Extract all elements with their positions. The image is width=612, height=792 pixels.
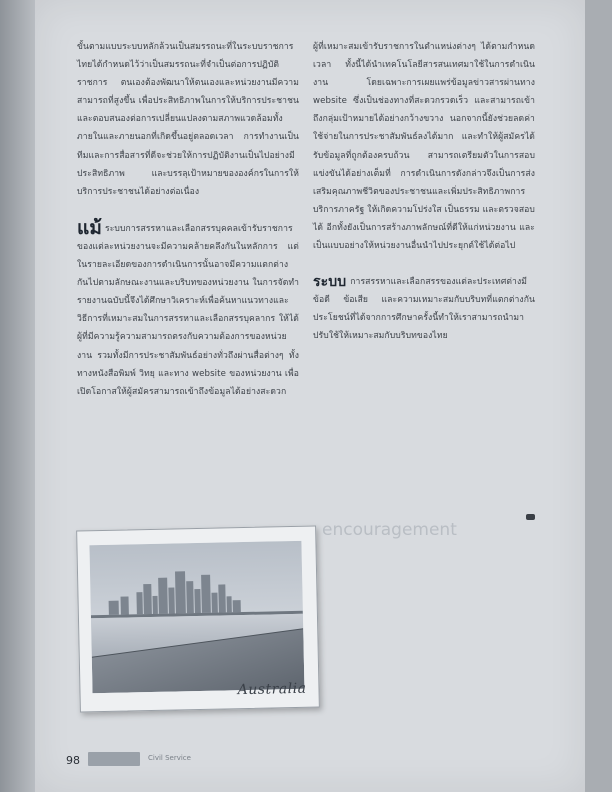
city-skyline-photo (89, 541, 304, 693)
footer-logo-block (88, 752, 140, 766)
intro-paragraph: ขั้นตามแบบระบบหลักล้วนเป็นสมรรถนะที่ในระบบราชการไทยได้กำหนดไว้ว่าเป็นสมรรถนะที่จำเป็นต่อการปฏิบัติราชการ ตนเองต้องพัฒนาให้ตนเองและหน่วยงานมีความสามารถที่สูงขึ้น เพื่อประสิทธิภาพในการให้บริการประชาชนและตอบสนองต่อการเปลี่ยนแปลงตามสภาพแวดล้อมทั้งภายในและภายนอกที่เกิดขึ้นอยู่ตลอดเวลา การทำงานเป็นทีมและการสื่อสารที่ดีจะช่วยให้การปฏิบัติงานเป็นไปอย่างมีประสิทธิภาพ และบรรลุเป้าหมายขององค์กรในการให้บริการประชาชนได้อย่างต่อเนื่อง (77, 42, 299, 197)
right-column (313, 38, 535, 346)
end-mark-icon (526, 514, 535, 520)
body-paragraph: ระบบการสรรหาและเลือกสรรบุคคลเข้ารับราชการของแต่ละหน่วยงานจะมีความคล้ายคลึงกันในหลักการ แต่ในรายละเอียดของการดำเนินการนั้นอาจมีความแตกต่างกันไปตามลักษณะงานและบริบทของหน่วยงาน ในการจัดทำรายงานฉบับนี้จึงได้ศึกษาวิเคราะห์เพื่อค้นหาแนวทางและวิธีการที่เหมาะสมในการสรรหาและเลือกสรรบุคลากร ให้ได้ผู้ที่มีความรู้ความสามารถตรงกับความต้องการของหน่วยงาน รวมทั้งมีการประชาสัมพันธ์อย่างทั่วถึงผ่านสื่อต่างๆ ทั้งทางหนังสือพิมพ์ วิทยุ และทาง website ของหน่วยงาน เพื่อเปิดโอกาสให้ผู้สมัครสามารถเข้าถึงข้อมูลได้อย่างสะดวก (77, 223, 299, 397)
ghost-showthrough-text: encouragement (322, 520, 457, 540)
photo-frame (76, 526, 320, 713)
footer-small-text: Civil Service (148, 754, 191, 762)
photo-caption: Australia (237, 680, 307, 699)
right-paragraph-1: ผู้ที่เหมาะสมเข้ารับราชการในตำแหน่งต่างๆ ได้ตามกำหนดเวลา ทั้งนี้ได้นำเทคโนโลยีสารสนเทศมาใช้ในการดำเนินงาน โดยเฉพาะการเผยแพร่ข้อมูลข่าวสารผ่านทาง website ซึ่งเป็นช่องทางที่สะดวกรวดเร็ว และสามารถเข้าถึงกลุ่มเป้าหมายได้อย่างกว้างขวาง นอกจากนี้ยังช่วยลดค่าใช้จ่ายในการประชาสัมพันธ์ลงได้มาก และทำให้ผู้สมัครได้รับข้อมูลที่ถูกต้องครบถ้วน สามารถเตรียมตัวในการสอบแข่งขันได้อย่างเต็มที่ การดำเนินการดังกล่าวจึงเป็นการส่งเสริมคุณภาพชีวิตของประชาชนและเพิ่มประสิทธิภาพการบริการภาครัฐ ให้เกิดความโปร่งใส เป็นธรรม และตรวจสอบได้ อีกทั้งยังเป็นการสร้างภาพลักษณ์ที่ดีให้แก่หน่วยงาน และเป็นแบบอย่างให้หน่วยงานอื่นนำไปประยุกต์ใช้ได้ต่อไป (313, 42, 535, 252)
page-number: 98 (66, 754, 80, 767)
right-paragraph-2-wrap (313, 273, 535, 345)
binding-spine (0, 0, 35, 792)
left-column (77, 38, 299, 401)
section-heading: ระบบ (313, 274, 347, 291)
dropcap: แม้ (77, 216, 102, 239)
body-paragraph-wrap (77, 216, 299, 401)
right-paragraph-2: การสรรหาและเลือกสรรของแต่ละประเทศต่างมีข้อดี ข้อเสีย และความเหมาะสมกับบริบทที่แตกต่างกัน ประโยชน์ที่ได้จากการศึกษาครั้งนี้ทำให้เราสามารถนำมาปรับใช้ให้เหมาะสมกับบริบทของไทย (313, 277, 535, 342)
